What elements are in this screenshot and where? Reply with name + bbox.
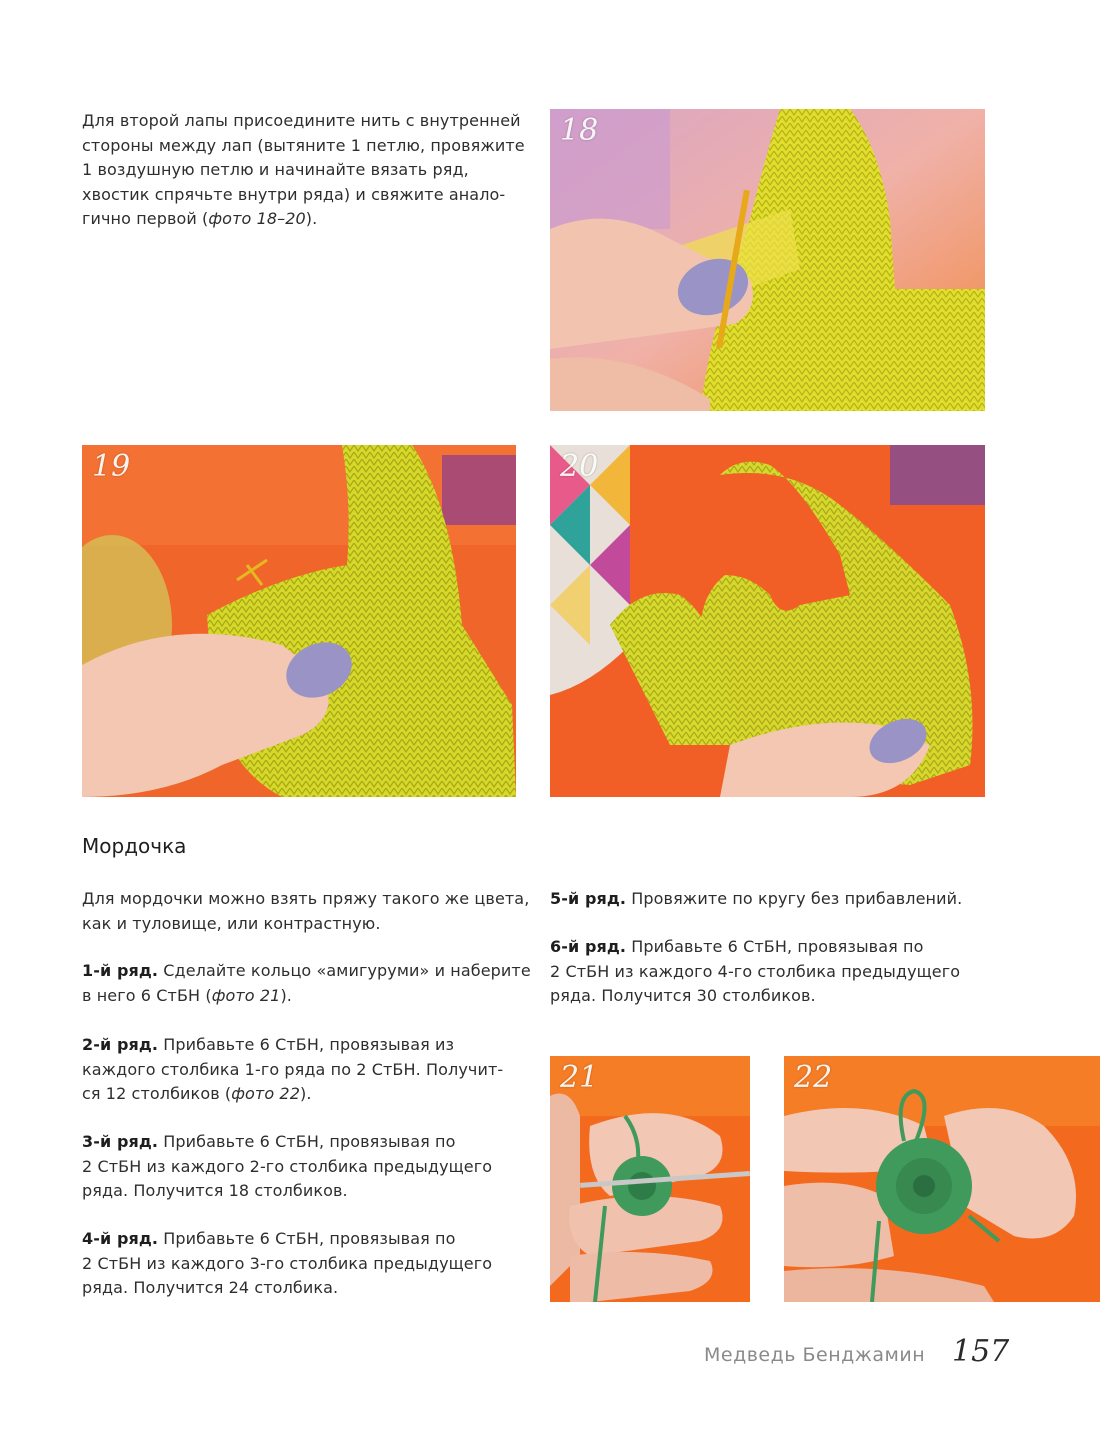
intro-line: стороны между лап (вытяните 1 петлю, провяжите: [82, 135, 525, 155]
row-3-instruction: 3-й ряд. Прибавьте 6 СтБН, провязывая по 2 СтБН из каждого 2-го столбика предыдущего ряда. Получится 18 столбиков.: [82, 1132, 493, 1200]
row-label: 1-й ряд.: [82, 961, 159, 980]
row-5-instruction: 5-й ряд. Провяжите по кругу без прибавлений.: [550, 889, 963, 908]
row-label: 5-й ряд.: [550, 889, 627, 908]
photo-19: [82, 445, 516, 797]
intro-paragraph: [82, 109, 525, 232]
row-4-instruction: 4-й ряд. Прибавьте 6 СтБН, провязывая по 2 СтБН из каждого 3-го столбика предыдущего ряда. Получится 24 столбика.: [82, 1229, 493, 1297]
photo-reference: фото 21: [211, 985, 281, 1005]
row-label: 3-й ряд.: [82, 1132, 159, 1151]
row-1-instruction: 1-й ряд. Сделайте кольцо «амигуруми» и наберите в него 6 СтБН (фото 21).: [82, 961, 531, 1005]
page-number: 157: [952, 1334, 1010, 1369]
row-6-instruction: 6-й ряд. Прибавьте 6 СтБН, провязывая по 2 СтБН из каждого 4-го столбика предыдущего ряда. Получится 30 столбиков.: [550, 937, 961, 1005]
intro-line: хвостик спрячьте внутри ряда) и свяжите анало-: [82, 184, 506, 204]
photo-reference: фото 22: [231, 1084, 300, 1103]
photo-number: 20: [560, 449, 599, 484]
photo-19-image: [82, 445, 516, 797]
photo-number: 22: [794, 1060, 833, 1095]
intro-line: 1 воздушную петлю и начинайте вязать ряд,: [82, 160, 469, 179]
row-label: 6-й ряд.: [550, 937, 627, 956]
photo-reference: фото 18–20: [208, 209, 306, 228]
intro-line: Для второй лапы присоедините нить с внутренней: [82, 111, 521, 130]
photo-number: 21: [560, 1060, 599, 1095]
row-label: 4-й ряд.: [82, 1229, 159, 1248]
photo-18-image: [550, 109, 985, 411]
photo-21: [550, 1056, 750, 1302]
photo-22: [784, 1056, 1100, 1302]
section-title: Мордочка: [82, 834, 187, 858]
photo-number: 18: [560, 113, 599, 148]
photo-18: [550, 109, 985, 411]
photo-20-image: [550, 445, 985, 797]
intro-line: гично первой (фото 18–20).: [82, 209, 318, 228]
photo-20: [550, 445, 985, 797]
footer-book-title: Медведь Бенджамин: [704, 1344, 926, 1366]
photo-number: 19: [92, 449, 131, 484]
section-intro: Для мордочки можно взять пряжу такого же цвета, как и туловище, или контрастную.: [82, 889, 530, 933]
row-2-instruction: 2-й ряд. Прибавьте 6 СтБН, провязывая из каждого столбика 1-го ряда по 2 СтБН. Получит- ся 12 столбиков (фото 22).: [82, 1035, 504, 1103]
row-label: 2-й ряд.: [82, 1035, 159, 1054]
